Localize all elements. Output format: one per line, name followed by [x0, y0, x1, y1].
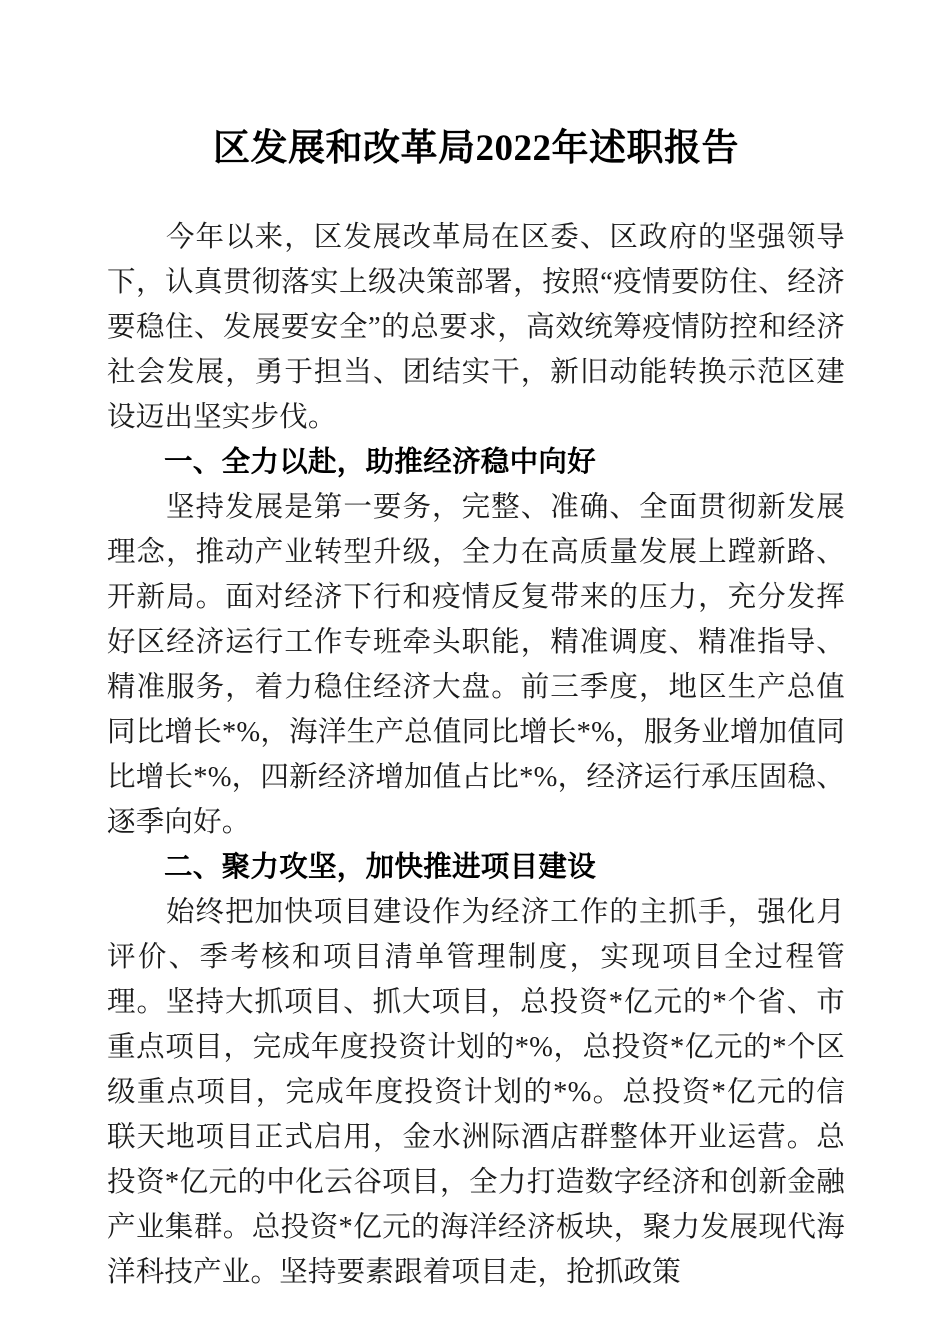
intro-paragraph: 今年以来，区发展改革局在区委、区政府的坚强领导下，认真贯彻落实上级决策部署，按照“疫情要防住、经济要稳住、发展要安全”的总要求，高效统筹疫情防控和经济社会发展，勇于担当、团结实干，新旧动能转换示范区建设迈出坚实步伐。 — [107, 222, 845, 433]
section-two-paragraph: 始终把加快项目建设作为经济工作的主抓手，强化月评价、季考核和项目清单管理制度，实现项目全过程管理。坚持大抓项目、抓大项目，总投资*亿元的*个省、市重点项目，完成年度投资计划的*%，总投资*亿元的*个区级重点项目，完成年度投资计划的*%。总投资*亿元的信联天地项目正式启用，金水洲际酒店群整体开业运营。总投资*亿元的中化云谷项目，全力打造数字经济和创新金融产业集群。总投资*亿元的海洋经济板块，聚力发展现代海洋科技产业。坚持要素跟着项目走，抢抓政策 — [107, 897, 845, 1288]
section-one-paragraph: 坚持发展是第一要务，完整、准确、全面贯彻新发展理念，推动产业转型升级，全力在高质量发展上蹚新路、开新局。面对经济下行和疫情反复带来的压力，充分发挥好区经济运行工作专班牵头职能，精准调度、精准指导、精准服务，着力稳住经济大盘。前三季度，地区生产总值同比增长*%，海洋生产总值同比增长*%，服务业增加值同比增长*%，四新经济增加值占比*%，经济运行承压固稳、逐季向好。 — [107, 492, 845, 838]
section-heading-two: 二、聚力攻坚，加快推进项目建设 — [164, 851, 597, 883]
document-content — [107, 0, 845, 1295]
page-title: 区发展和改革局2022年述职报告 — [213, 128, 739, 169]
section-heading-one: 一、全力以赴，助推经济稳中向好 — [164, 446, 597, 478]
